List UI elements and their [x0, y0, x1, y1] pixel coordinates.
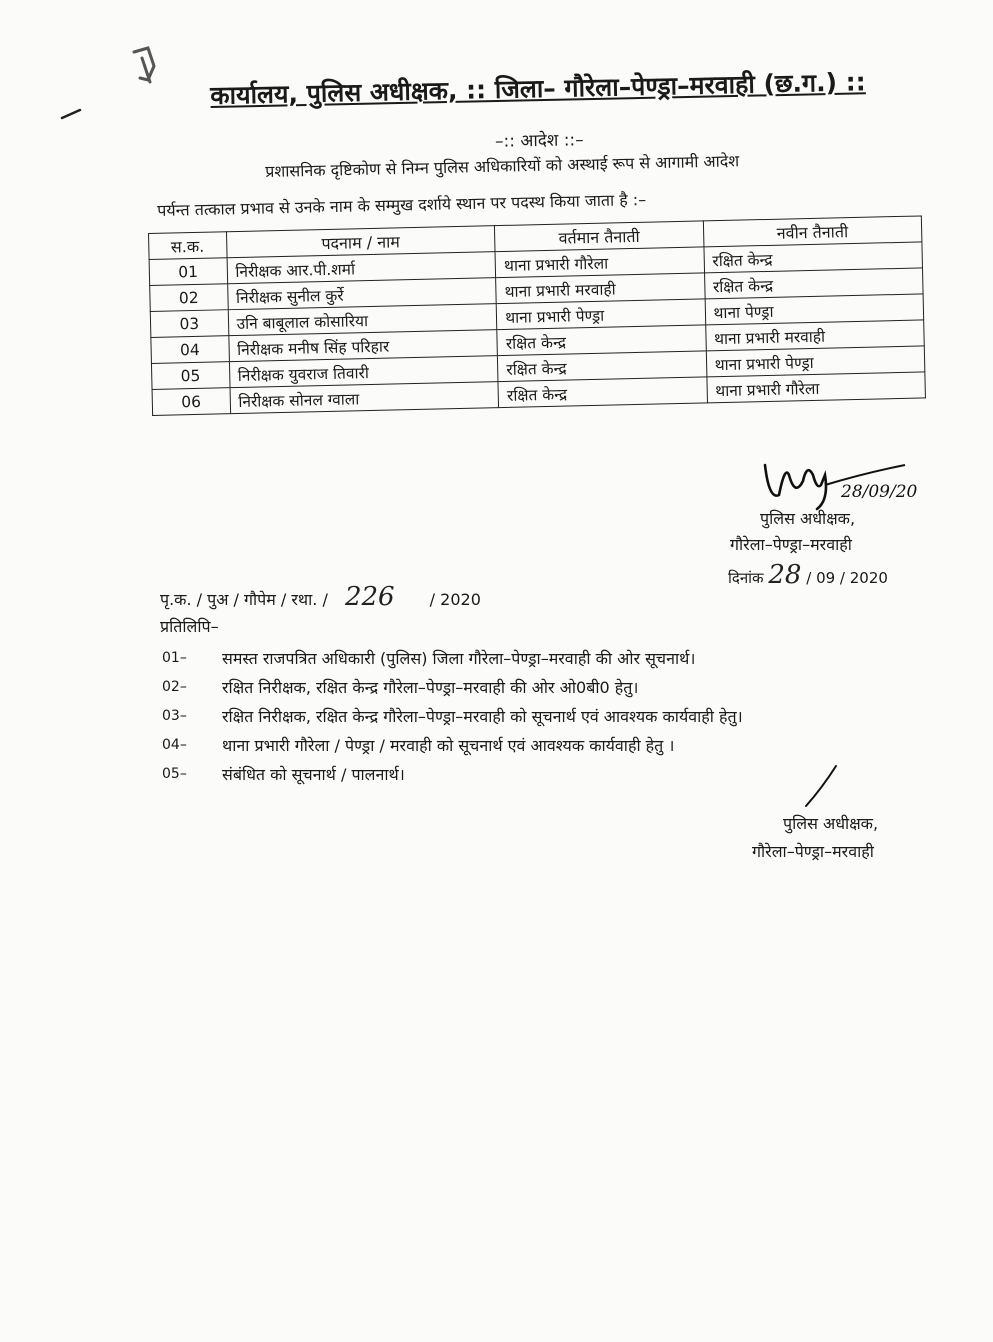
signatory-title: पुलिस अधीक्षक,	[760, 509, 856, 528]
cell-current-posting: थाना प्रभारी पेण्ड्रा	[496, 299, 705, 330]
list-item	[162, 701, 962, 730]
list-item	[162, 643, 962, 672]
cell-new-posting: रक्षित केन्द्र	[704, 242, 923, 273]
list-item-text: थाना प्रभारी गौरेला / पेण्ड्रा / मरवाही को सूचनार्थ एवं आवश्यक कार्यवाही हेतु ।	[222, 735, 675, 755]
reference-number	[160, 582, 481, 612]
cell-name: निरीक्षक सुनील कुर्रे	[227, 278, 496, 310]
cell-serial: 02	[150, 284, 228, 312]
list-item-text: रक्षित निरीक्षक, रक्षित केन्द्र गौरेला–पेण्ड्रा–मरवाही की ओर ओ0बी0 हेतु।	[222, 677, 639, 697]
reference-year: / 2020	[429, 590, 481, 609]
cell-serial: 03	[150, 310, 228, 338]
cell-serial: 06	[152, 388, 230, 416]
cell-name: निरीक्षक आर.पी.शर्मा	[227, 252, 496, 284]
list-item-number: 05–	[162, 765, 187, 782]
cell-new-posting: थाना पेण्ड्रा	[705, 294, 924, 325]
cell-new-posting: रक्षित केन्द्र	[704, 268, 923, 299]
date-month-year: / 09 / 2020	[806, 569, 888, 587]
header-current-posting: वर्तमान तैनाती	[495, 221, 704, 252]
posting-table	[148, 215, 926, 416]
cell-serial: 05	[151, 362, 229, 390]
order-date	[728, 560, 888, 590]
copy-to-list	[162, 643, 962, 788]
cell-current-posting: थाना प्रभारी मरवाही	[496, 273, 705, 304]
signatory-district: गौरेला–पेण्ड्रा–मरवाही	[730, 535, 852, 554]
cell-new-posting: थाना प्रभारी पेण्ड्रा	[706, 346, 925, 377]
intro-line-1: प्रशासनिक दृष्टिकोण से निम्न पुलिस अधिकारियों को अस्थाई रूप से आगामी आदेश	[265, 151, 740, 181]
cell-current-posting: रक्षित केन्द्र	[498, 377, 707, 408]
signature-image	[755, 445, 935, 515]
list-item-text: संबंधित को सूचनार्थ / पालनार्थ।	[222, 764, 405, 784]
header-new-posting: नवीन तैनाती	[703, 216, 922, 247]
cell-current-posting: थाना प्रभारी गौरेला	[495, 247, 704, 278]
list-item-text: रक्षित निरीक्षक, रक्षित केन्द्र गौरेला–पेण्ड्रा–मरवाही को सूचनार्थ एवं आवश्यक कार्यवाही हेतु।	[222, 706, 743, 726]
signatory-district-copy: गौरेला–पेण्ड्रा–मरवाही	[752, 842, 874, 861]
cell-serial: 01	[149, 258, 227, 286]
list-item	[162, 672, 962, 701]
list-item-number: 02–	[162, 678, 187, 695]
order-subheading: –:: आदेश ::–	[494, 130, 584, 152]
intro-line-2: पर्यन्त तत्काल प्रभाव से उनके नाम के सम्मुख दर्शाये स्थान पर पदस्थ किया जाता है :–	[157, 189, 647, 220]
list-item	[162, 730, 962, 759]
office-heading: कार्यालय, पुलिस अधीक्षक, :: जिला– गौरेला–पेण्ड्रा–मरवाही (छ.ग.) ::	[210, 67, 866, 110]
list-item-number: 01–	[162, 649, 187, 666]
signatory-title-copy: पुलिस अधीक्षक,	[783, 814, 879, 833]
cell-name: निरीक्षक युवराज तिवारी	[229, 356, 498, 388]
cell-current-posting: रक्षित केन्द्र	[498, 351, 707, 382]
cell-new-posting: थाना प्रभारी गौरेला	[706, 372, 925, 403]
signature-date: 28/09/20	[841, 482, 918, 502]
pen-stroke-mark	[60, 108, 82, 120]
cell-name: निरीक्षक सोनल ग्वाला	[230, 382, 499, 414]
reference-prefix: पृ.क. / पुअ / गौपेम / रथा. /	[160, 590, 328, 609]
header-serial: स.क.	[149, 232, 227, 260]
list-item-number: 03–	[162, 707, 187, 724]
list-item-number: 04–	[162, 736, 187, 753]
cell-current-posting: रक्षित केन्द्र	[497, 325, 706, 356]
initial-stroke	[800, 762, 840, 812]
list-item	[162, 759, 962, 788]
copy-to-label: प्रतिलिपि–	[160, 617, 219, 636]
cell-serial: 04	[151, 336, 229, 364]
posting-table-grid	[148, 215, 926, 416]
list-item-text: समस्त राजपत्रित अधिकारी (पुलिस) जिला गौरेला–पेण्ड्रा–मरवाही की ओर सूचनार्थ।	[222, 648, 696, 668]
cell-name: उनि बाबूलाल कोसारिया	[228, 304, 497, 336]
reference-handwritten-number: 226	[344, 582, 395, 612]
staple-mark	[120, 44, 170, 92]
date-day-handwritten: 28	[768, 560, 802, 590]
date-label: दिनांक	[728, 569, 764, 587]
cell-name: निरीक्षक मनीष सिंह परिहार	[228, 330, 497, 362]
cell-new-posting: थाना प्रभारी मरवाही	[705, 320, 924, 351]
header-designation: पदनाम / नाम	[226, 226, 495, 258]
